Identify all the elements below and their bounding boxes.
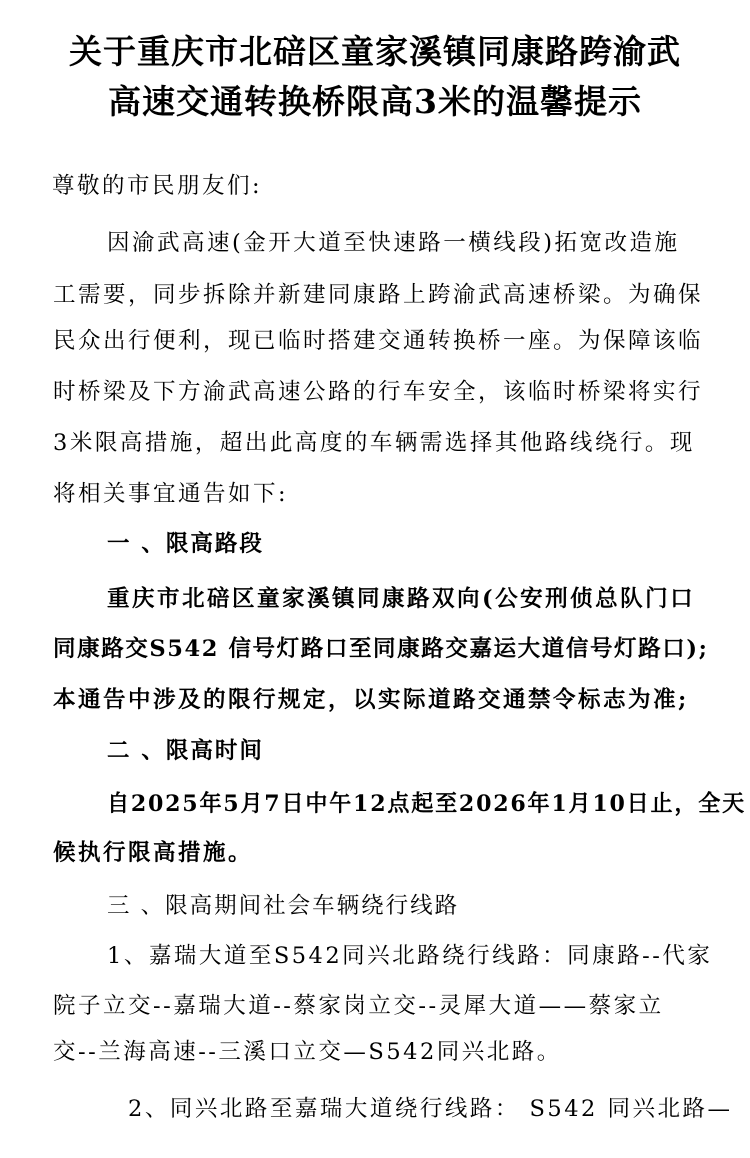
section-2-heading: 二 、限高时间 [107, 738, 264, 764]
route-1-line: 交--兰海高速--三溪口立交—S542同兴北路。 [53, 1039, 562, 1065]
intro-line: 将相关事宜通告如下: [53, 481, 289, 507]
section-1-line: 重庆市北碚区童家溪镇同康路双向(公安刑侦总队门口 [107, 586, 696, 612]
intro-line: 工需要，同步拆除并新建同康路上跨渝武高速桥梁。为确保 [53, 282, 704, 308]
section-2-line: 自2025年5月7日中午12点起至2026年1月10日止，全天 [107, 791, 746, 817]
title-line-1: 关于重庆市北碚区童家溪镇同康路跨渝武 [69, 32, 681, 71]
title-line-2: 高速交通转换桥限高3米的温馨提示 [108, 82, 642, 121]
section-1-line: 本通告中涉及的限行规定，以实际道路交通禁令标志为准; [53, 687, 689, 713]
route-1-line: 院子立交--嘉瑞大道--蔡家岗立交--灵犀大道——蔡家立 [53, 993, 664, 1019]
intro-line: 时桥梁及下方渝武高速公路的行车安全，该临时桥梁将实行 [53, 379, 704, 405]
intro-line: 3米限高措施，超出此高度的车辆需选择其他路线绕行。现 [53, 430, 695, 456]
route-1-line: 1、嘉瑞大道至S542同兴北路绕行线路：同康路--代家 [107, 943, 713, 969]
section-2-line: 候执行限高措施。 [53, 840, 254, 866]
greeting: 尊敬的市民朋友们: [52, 173, 263, 199]
intro-line: 因渝武高速(金开大道至快速路一横线段)拓宽改造施 [107, 230, 680, 256]
route-2-line: 2、同兴北路至嘉瑞大道绕行线路： S542 同兴北路— [128, 1096, 733, 1122]
section-3-heading: 三 、限高期间社会车辆绕行线路 [107, 893, 460, 919]
section-1-heading: 一 、限高路段 [107, 531, 264, 557]
intro-line: 民众出行便利，现已临时搭建交通转换桥一座。为保障该临 [53, 328, 704, 354]
section-1-line: 同康路交S542 信号灯路口至同康路交嘉运大道信号灯路口); [53, 636, 709, 662]
